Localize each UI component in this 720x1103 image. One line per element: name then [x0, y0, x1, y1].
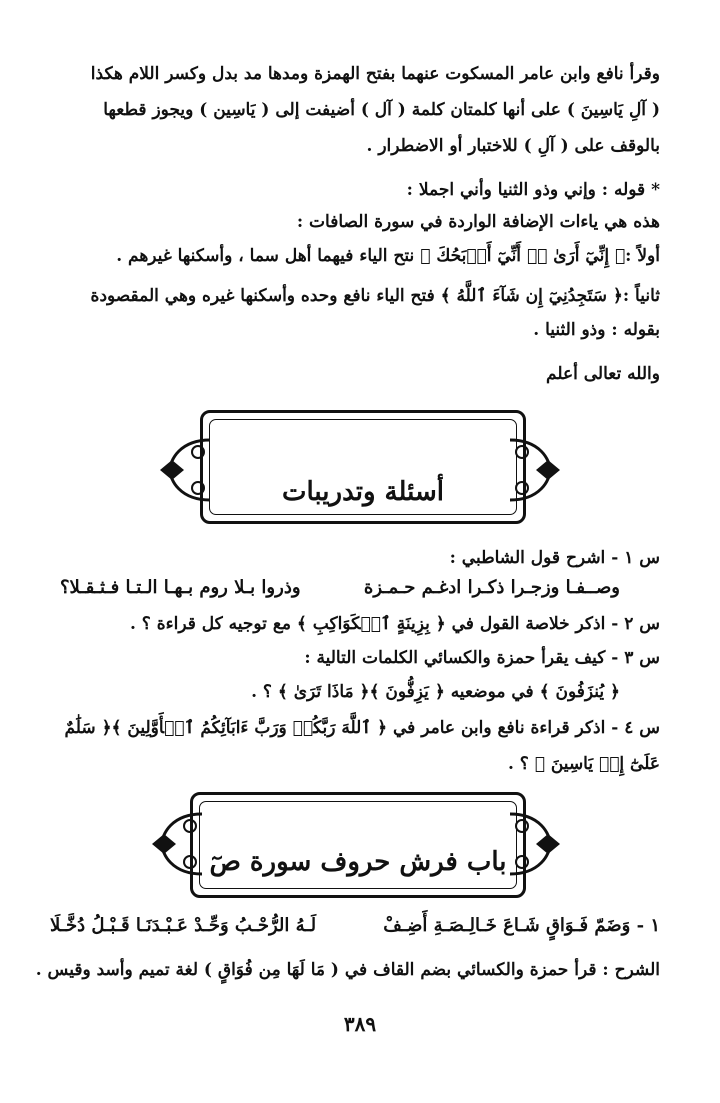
ornament-right-icon [500, 804, 570, 884]
second-line-continuation: بقوله : وذو الثنيا . [533, 320, 660, 340]
question-2: س ٢ - اذكر خلاصة القول في ﴿ بِزِينَةٍ ٱلۡكَوَاكِبِ ﴾ مع توجيه كل قراءة ؟ . [129, 614, 660, 634]
page-number: ٣٨٩ [343, 1012, 377, 1036]
explanation-line: الشرح : قرأ حمزة والكسائي بضم القاف في ( مَا لَهَا مِن فُوَاقٍ ) لغة تميم وأسد وقيس . [35, 960, 660, 980]
second-line: ثانياً :﴿ سَتَجِدُنِيٓ إِن شَآءَ ٱللَّهُ ﴾ فتح الياء نافع وحده وأسكنها غيره وهي المقصودة [90, 286, 660, 306]
first-line: أولاً :﴿ إِنِّيٓ أَرَىٰ ﴾﴿ أَنِّيٓ أَذۡبَحُكَ ﴾ نتح الياء فيهما أهل سما ، وأسكنها غيرهم . [116, 246, 660, 266]
question-1-verse-left: وذروا بـلا روم بـهـا الـتـا فـثـقـلا؟ [60, 577, 301, 598]
verse-left-hemistich: لَـهُ الرُّحْـبُ وَحِّـدْ عَـبْـدَنَـا قَـبْـلُ دُخَّـلَا [50, 915, 317, 936]
paragraph-line: وقرأ نافع وابن عامر المسكوت عنهما بفتح الهمزة ومدها مد بدل وكسر اللام هكذا [90, 64, 660, 84]
question-3-words: ﴿ يُنزَفُونَ ﴾ في موضعيه ﴿ يَزِفُّونَ ﴾﴿ مَاذَا تَرَىٰ ﴾ ؟ . [251, 682, 620, 702]
question-1-label: س ١ - اشرح قول الشاطبي : [449, 548, 660, 568]
section-title: أسئلة وتدريبات [282, 477, 444, 507]
ornament-right-icon [500, 430, 570, 510]
title-frame [200, 410, 526, 524]
quote-line: * قوله : وإني وذو الثنيا وأني اجملا : [406, 180, 660, 200]
paragraph-line: بالوقف على ( آلِ ) للاختبار أو الاضطرار . [366, 136, 660, 156]
closing-phrase: والله تعالى أعلم [546, 364, 660, 384]
ornament-left-icon [142, 804, 212, 884]
question-3-label: س ٣ - كيف يقرأ حمزة والكسائي الكلمات التالية : [304, 648, 660, 668]
verse-right-hemistich: ١ - وَضَمّ فَـوَاقٍ شَـاعَ خَـالِـصَـةِ أَضِـفْ [383, 915, 660, 936]
chapter-title: باب فرش حروف سورة صٓ [209, 847, 507, 877]
chapter-frame [190, 792, 526, 898]
question-4-continuation: عَلَىٰٓ إِلۡ يَاسِينَ ﴾ ؟ . [507, 754, 660, 774]
question-1-verse-right: وصــفـا وزجـرا ذكـرا ادغـم حـمـزة [363, 577, 620, 598]
ornament-left-icon [150, 430, 220, 510]
paragraph-line: ( آلِ يَاسِينَ ) على أنها كلمتان كلمة ( آل ) أضيفت إلى ( يَاسِين ) ويجوز قطعها [103, 100, 660, 120]
question-4-label: س ٤ - اذكر قراءة نافع وابن عامر في ﴿ ٱللَّهَ رَبَّكُمۡ وَرَبَّ ءَابَآئِكُمُ ٱلۡأَوَّلِينَ ﴾﴿ سَلَٰمٌ [64, 718, 660, 738]
intro-line: هذه هي ياءات الإضافة الواردة في سورة الصافات : [296, 212, 660, 232]
